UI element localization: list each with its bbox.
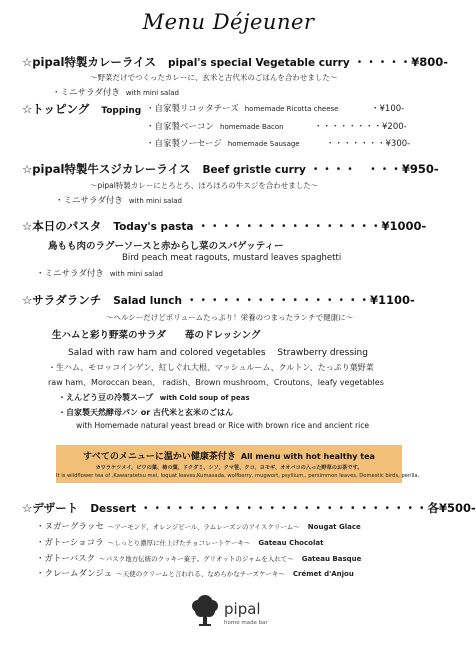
dessert-heading bbox=[22, 500, 476, 516]
topping-price-value: ¥300- bbox=[385, 139, 411, 149]
beef-heading bbox=[22, 161, 439, 177]
topping-price bbox=[371, 102, 404, 114]
dessert-item-en: Gateau Basque bbox=[301, 555, 362, 563]
dessert-price: 各¥500- bbox=[427, 501, 476, 515]
topping-price-value: ¥100- bbox=[379, 104, 405, 114]
beef-salad-jp: ・ミニサラダ付き bbox=[55, 196, 123, 206]
curry-name-jp: ☆pipal特製カレーライス bbox=[22, 55, 156, 69]
lunch-soup-jp: ・えんどう豆の冷製スープ bbox=[58, 393, 154, 402]
dessert-item-en: Gateau Chocolat bbox=[258, 539, 324, 547]
pasta-salad-en: with mini salad bbox=[109, 270, 163, 278]
topping-price bbox=[326, 137, 410, 149]
topping-dots: ・・・・・・・・ bbox=[314, 122, 383, 132]
beef-desc: ～pipal特製カレーにとろとろ、ほろほろの牛スジを合わせました～ bbox=[90, 181, 319, 190]
dessert-item-desc: ～バスク地方伝統のクッキー菓子。グリオットのジャムを入れて～ bbox=[99, 555, 294, 563]
dessert-item-desc: ～天使のクリームと言われる、なめらかなチーズケーキ～ bbox=[116, 570, 285, 578]
topping-jp: ・自家製ソーセージ bbox=[146, 139, 222, 149]
lunch-salad-jp: 生ハムと彩り野菜のサラダ 苺のドレッシング bbox=[52, 330, 261, 341]
curry-salad bbox=[52, 86, 179, 98]
beef-name-en: Beef gristle curry bbox=[202, 164, 306, 176]
lunch-heading bbox=[22, 292, 415, 308]
topping-item bbox=[146, 137, 300, 149]
lunch-soup-en: with Cold soup of peas bbox=[159, 394, 250, 402]
toppings-en: Topping bbox=[101, 106, 142, 116]
curry-salad-jp: ・ミニサラダ付き bbox=[52, 88, 120, 98]
pasta-heading bbox=[22, 218, 426, 234]
topping-item bbox=[146, 102, 338, 114]
tea-title-en: All menu with hot healthy tea bbox=[240, 452, 375, 461]
dessert-item-jp: ・ガトーバスク bbox=[36, 554, 96, 564]
pasta-dish-en: Bird peach meat ragouts, mustard leaves spaghetti bbox=[122, 253, 342, 263]
lunch-bread-jp: ・自家製天然酵母パン or 古代米と玄米のごはん bbox=[58, 408, 234, 417]
dessert-item-jp: ・ガトーショコラ bbox=[36, 538, 104, 548]
logo-tagline: home made bar bbox=[224, 620, 268, 626]
tea-title-jp: すべてのメニューに温かい健康茶付き bbox=[83, 452, 236, 462]
dessert-item bbox=[36, 567, 354, 579]
lunch-name-en: Salad lunch bbox=[113, 295, 182, 307]
lunch-bread-en: with Homemade natural yeast bread or Rice with brown rice and ancient rice bbox=[76, 421, 370, 430]
tea-ingredients-jp: カワラケツメイ、ビワの葉、柿の葉、ドクダミ、シソ、クマ笹、クコ、ヨモギ、オオバコの入った野草のお茶です。 bbox=[95, 465, 363, 471]
dessert-dots: ・・・・・・・・・・・・・・・・・・・・・・・・・ bbox=[140, 501, 428, 515]
lunch-dots: ・・・・・・・・・・・・・・・・ bbox=[186, 293, 370, 307]
lunch-price: ¥1100- bbox=[370, 293, 415, 307]
lunch-salad-en: Salad with raw ham and colored vegetables Strawberry dressing bbox=[68, 348, 368, 358]
topping-jp: ・自家製ベーコン bbox=[146, 122, 215, 132]
curry-price: ¥800- bbox=[411, 55, 448, 69]
beef-price: ¥950- bbox=[401, 162, 439, 176]
logo-name: pipal bbox=[224, 600, 261, 618]
lunch-desc: ～ヘルシーだけどボリュームたっぷり！栄養のつまったランチで健康に～ bbox=[106, 313, 354, 322]
topping-en: homemade Ricotta cheese bbox=[244, 105, 339, 113]
pasta-salad-jp: ・ミニサラダ付き bbox=[36, 269, 104, 279]
curry-heading bbox=[22, 54, 448, 70]
dessert-item-jp: ・クレームダンジュ bbox=[36, 569, 113, 579]
pasta-name-en: Today's pasta bbox=[113, 221, 194, 233]
pasta-dots: ・・・・・・・・・・・・・・・・ bbox=[197, 219, 382, 233]
lunch-veg-jp: ・生ハム、モロッコインゲン、紅しぐれ大根、マッシュルーム、クルトン、たっぷり葉野菜 bbox=[48, 363, 374, 372]
curry-dots: ・・・・・ bbox=[353, 55, 412, 69]
curry-desc: ～野菜だけでつくったカレーに、玄米と古代米のごはんを合わせました～ bbox=[90, 73, 338, 82]
pasta-salad bbox=[36, 267, 163, 279]
topping-price bbox=[314, 120, 407, 132]
lunch-soup bbox=[58, 392, 250, 403]
topping-jp: ・自家製リコッタチーズ bbox=[146, 104, 239, 114]
topping-item bbox=[146, 120, 284, 132]
topping-price-value: ¥200- bbox=[382, 122, 407, 132]
toppings-jp: ☆トッピング bbox=[22, 102, 90, 116]
topping-en: homemade Sausage bbox=[227, 140, 300, 148]
beef-salad-en: with mini salad bbox=[128, 197, 182, 205]
page-title: Menu Déjeuner bbox=[142, 10, 315, 34]
lunch-name-jp: ☆サラダランチ bbox=[22, 293, 102, 307]
pasta-name-jp: ☆本日のパスタ bbox=[22, 219, 102, 233]
topping-dots: ・・・・・・・ bbox=[326, 139, 386, 149]
tea-title bbox=[56, 449, 402, 462]
dessert-item-desc: ～しっとり濃厚に仕上げたチョコレートケーキ～ bbox=[107, 539, 251, 547]
beef-name-jp: ☆pipal特製牛スジカレーライス bbox=[22, 162, 191, 176]
tea-ingredients-en: It is wildflower tea of ,Kawaratetsu mei, loquat leaves,Kumasada, wolfberry, mugwort, psyllium,, persimmon leaves, Domestic birds, perilla, bbox=[56, 473, 420, 479]
topping-en: homemade Bacon bbox=[220, 123, 284, 131]
beef-salad bbox=[55, 194, 182, 206]
beef-dots: ・・・・ ・・・ bbox=[309, 162, 402, 176]
topping-dots: ・ bbox=[371, 104, 380, 114]
dessert-item bbox=[36, 536, 323, 548]
pasta-dish-jp: 鳥もも肉のラグーソースと赤からし菜のスパゲッティー bbox=[48, 241, 284, 252]
dessert-item bbox=[36, 520, 361, 532]
dessert-en: Dessert bbox=[90, 503, 136, 515]
dessert-jp: ☆デザート bbox=[22, 501, 79, 515]
lunch-veg-en: raw ham、Moroccan bean、 radish、Brown mushroom、Croutons、leafy vegetables bbox=[48, 378, 384, 387]
pasta-price: ¥1000- bbox=[381, 219, 427, 233]
dessert-item bbox=[36, 552, 361, 564]
dessert-item-en: Crémet d'Anjou bbox=[292, 570, 354, 578]
dessert-item-desc: ～アーモンド、オレンジピール、ラムレーズンのアイスクリーム～ bbox=[107, 523, 300, 531]
dessert-item-en: Nougat Glace bbox=[307, 523, 361, 531]
tree-icon bbox=[190, 593, 220, 631]
curry-salad-en: with mini salad bbox=[125, 89, 179, 97]
curry-name-en: pipal's special Vegetable curry bbox=[167, 57, 350, 69]
dessert-item-jp: ・ヌガーグラッセ bbox=[36, 522, 104, 532]
toppings-heading bbox=[22, 101, 141, 117]
